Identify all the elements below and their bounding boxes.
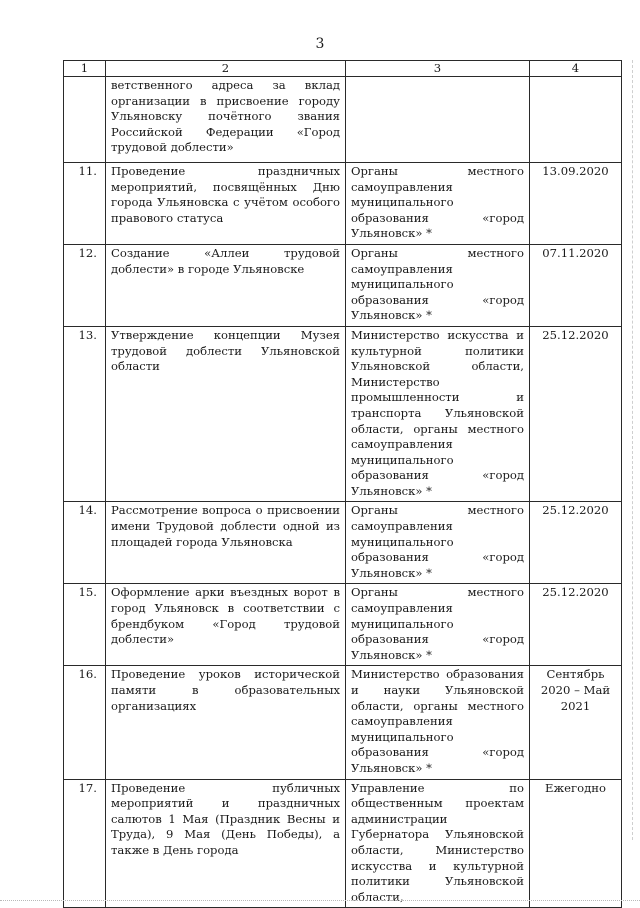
responsible-cell: Органы местного самоуправления муниципального образования «город Ульяновск» * <box>346 584 530 666</box>
date-cell: 13.09.2020 <box>530 163 622 245</box>
date-cell: 25.12.2020 <box>530 326 622 502</box>
row-number: 16. <box>64 666 106 779</box>
event-cell: Проведение праздничных мероприятий, посвящённых Дню города Ульяновска с учётом особого правового статуса <box>106 163 346 245</box>
column-header-1: 1 <box>64 61 106 77</box>
event-cell: Создание «Аллеи трудовой доблести» в городе Ульяновске <box>106 244 346 326</box>
responsible-cell <box>346 77 530 163</box>
events-table <box>63 60 622 908</box>
event-cell: Утверждение концепции Музея трудовой доблести Ульяновской области <box>106 326 346 502</box>
column-header-4: 4 <box>530 61 622 77</box>
responsible-cell: Министерство искусства и культурной политики Ульяновской области, Министерство промышленности и транспорта Ульяновской области, органы местного самоуправления муниципального образования «город Ульяновск» * <box>346 326 530 502</box>
table-row <box>64 77 622 163</box>
table-row <box>64 779 622 908</box>
row-number: 11. <box>64 163 106 245</box>
date-cell: 07.11.2020 <box>530 244 622 326</box>
event-cell: ветственного адреса за вклад организации в присвоение городу Ульяновску почётного звания Российской Федерации «Город трудовой доблести» <box>106 77 346 163</box>
event-cell: Проведение публичных мероприятий и праздничных салютов 1 Мая (Праздник Весны и Труда), 9 Мая (День Победы), а также в День города <box>106 779 346 908</box>
page-number: 3 <box>315 36 325 52</box>
date-cell <box>530 77 622 163</box>
table-row <box>64 584 622 666</box>
date-cell: Ежегодно <box>530 779 622 908</box>
row-number: 12. <box>64 244 106 326</box>
responsible-cell: Органы местного самоуправления муниципального образования «город Ульяновск» * <box>346 502 530 584</box>
event-cell: Проведение уроков исторической памяти в образовательных организациях <box>106 666 346 779</box>
responsible-cell: Министерство образования и науки Ульяновской области, органы местного самоуправления муниципального образования «город Ульяновск» * <box>346 666 530 779</box>
responsible-cell: Управление по общественным проектам администрации Губернатора Ульяновской области, Министерство искусства и культурной политики Ульяновской области, <box>346 779 530 908</box>
table-row <box>64 666 622 779</box>
responsible-cell: Органы местного самоуправления муниципального образования «город Ульяновск» * <box>346 163 530 245</box>
column-header-2: 2 <box>106 61 346 77</box>
table-row <box>64 163 622 245</box>
table-row <box>64 326 622 502</box>
date-cell: Сентябрь 2020 – Май 2021 <box>530 666 622 779</box>
table-row <box>64 244 622 326</box>
table-header-row <box>64 61 622 77</box>
scan-noise-artifact <box>0 892 640 901</box>
row-number: 13. <box>64 326 106 502</box>
row-number: 14. <box>64 502 106 584</box>
date-cell: 25.12.2020 <box>530 584 622 666</box>
table-row <box>64 502 622 584</box>
column-header-3: 3 <box>346 61 530 77</box>
row-number: 15. <box>64 584 106 666</box>
date-cell: 25.12.2020 <box>530 502 622 584</box>
event-cell: Оформление арки въездных ворот в город Ульяновск в соответствии с брендбуком «Город трудовой доблести» <box>106 584 346 666</box>
row-number <box>64 77 106 163</box>
scan-edge-artifact <box>630 60 633 840</box>
responsible-cell: Органы местного самоуправления муниципального образования «город Ульяновск» * <box>346 244 530 326</box>
row-number: 17. <box>64 779 106 908</box>
event-cell: Рассмотрение вопроса о присвоении имени Трудовой доблести одной из площадей города Ульяновска <box>106 502 346 584</box>
